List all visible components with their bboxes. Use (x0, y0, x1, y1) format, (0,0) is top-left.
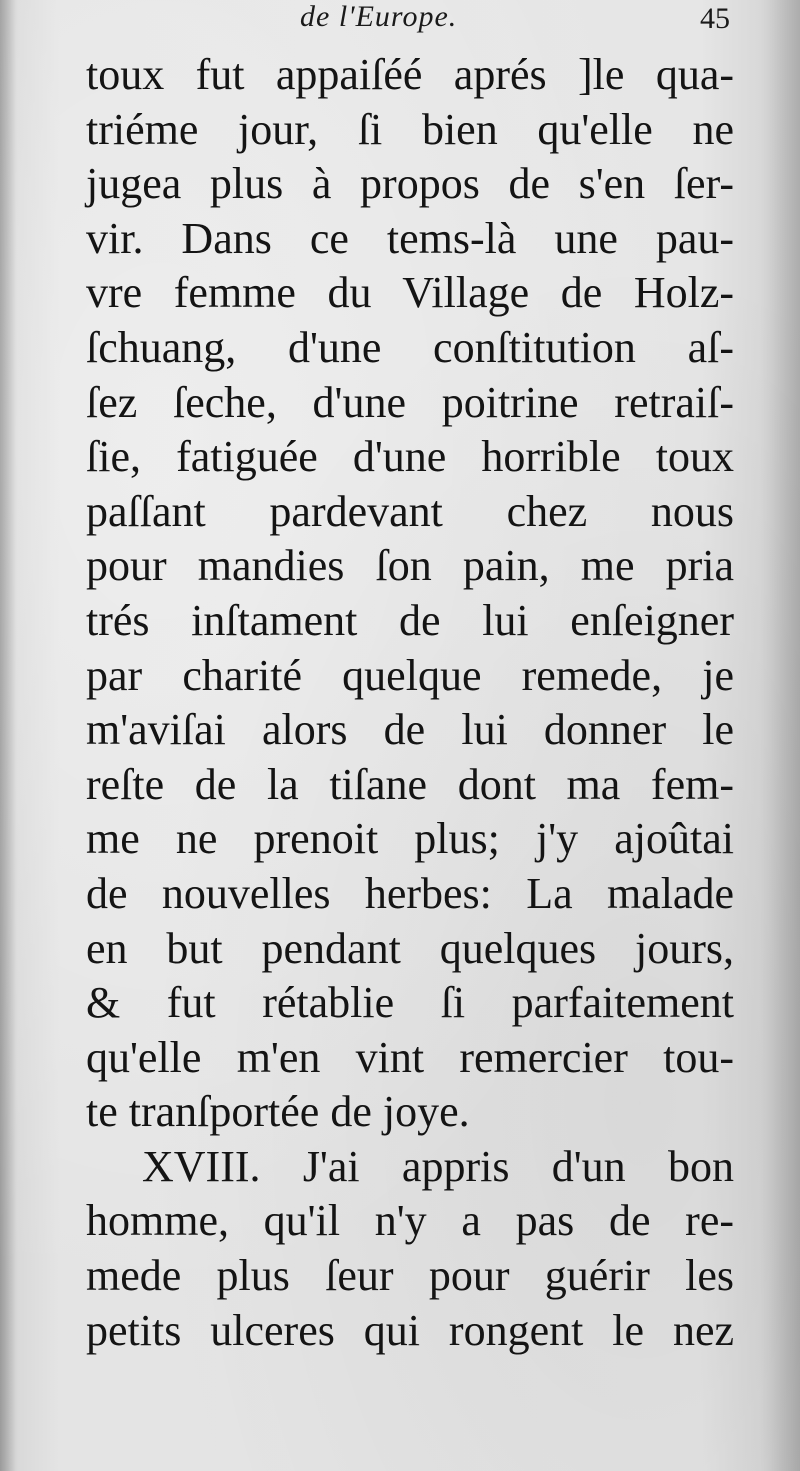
text-line: qu'elle m'en vint remercier tou- (86, 1032, 734, 1082)
text-line: ſchuang, d'une conſtitution aſ- (86, 322, 734, 372)
text-line: de nouvelles herbes: La malade (86, 868, 734, 918)
text-line: me ne prenoit plus; j'y ajoûtai (86, 814, 734, 864)
text-line: ſie, fatiguée d'une horrible toux (86, 432, 734, 482)
text-line: par charité quelque remede, je (86, 650, 734, 700)
text-line: & fut rétablie ſi parfaitement (86, 978, 734, 1028)
text-line: reſte de la tiſane dont ma fem- (86, 759, 734, 809)
text-line: pour mandies ſon pain, me pria (86, 541, 734, 591)
text-line: vir. Dans ce tems-là une pau- (86, 213, 734, 263)
text-line-paragraph-end: te tranſportée de joye. (86, 1087, 470, 1137)
text-line: vre femme du Village de Holz- (86, 268, 734, 318)
text-line: ſez ſeche, d'une poitrine retraiſ- (86, 377, 734, 427)
section-start-line: XVIII. J'ai appris d'un bon (142, 1141, 734, 1191)
text-line: petits ulceres qui rongent le nez (86, 1305, 734, 1355)
running-title: de l'Europe. (300, 0, 458, 33)
text-line: mede plus ſeur pour guérir les (86, 1251, 734, 1301)
text-line: triéme jour, ſi bien qu'elle ne (86, 104, 734, 154)
text-line: en but pendant quelques jours, (86, 923, 734, 973)
page-edge-shadow-left (0, 0, 16, 1471)
text-line: m'aviſai alors de lui donner le (86, 705, 734, 755)
body-text (86, 48, 734, 1358)
text-line: paſſant pardevant chez nous (86, 486, 734, 536)
text-line: trés inſtament de lui enſeigner (86, 595, 734, 645)
text-line: homme, qu'il n'y a pas de re- (86, 1196, 734, 1246)
text-line: toux fut appaiſéé aprés ]le qua- (86, 50, 734, 99)
text-line: jugea plus à propos de s'en ſer- (86, 159, 734, 209)
page-edge-shadow-right (760, 0, 800, 1471)
page-number: 45 (700, 2, 730, 35)
